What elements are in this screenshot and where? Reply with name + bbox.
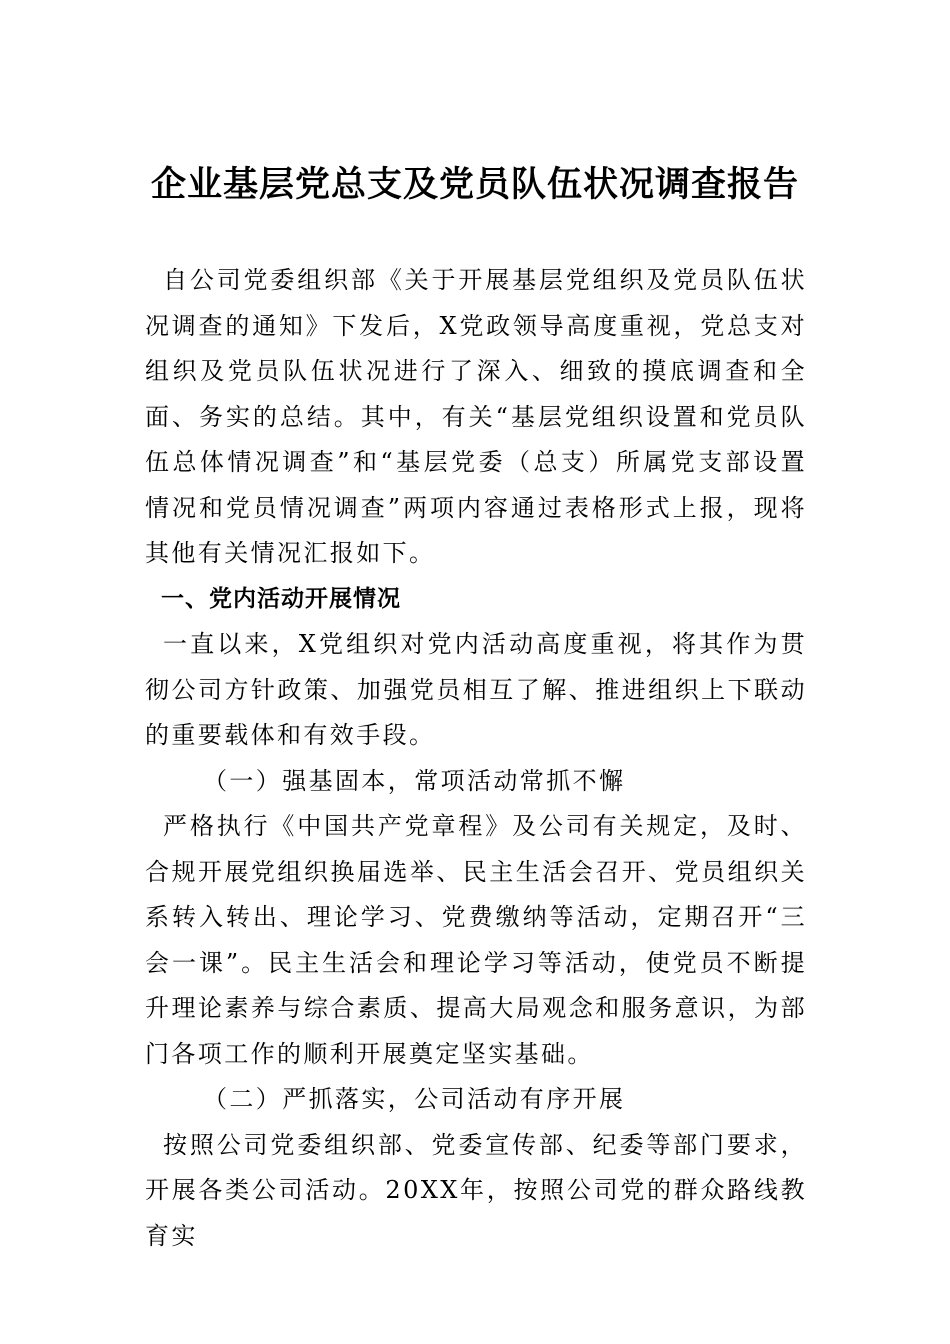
subsection-heading-2: （二）严抓落实，公司活动有序开展 xyxy=(203,1085,626,1113)
intro-paragraph: 自公司党委组织部《关于开展基层党组织及党员队伍状况调查的通知》下发后，X党政领导高度重视，党总支对组织及党员队伍状况进行了深入、细致的摸底调查和全面、务实的总结。其中，有关“基层党组织设置和党员队伍总体情况调查”和“基层党委（总支）所属党支部设置情况和党员情况调查”两项内容通过表格形式上报，现将其他有关情况汇报如下。 xyxy=(145,266,807,567)
document-body xyxy=(145,258,807,1259)
subsection-paragraph-2: 按照公司党委组织部、党委宣传部、纪委等部门要求，开展各类公司活动。20XX年，按照公司党的群众路线教育实 xyxy=(145,1130,807,1250)
section-heading-party-activities: 一、党内活动开展情况 xyxy=(161,585,401,612)
subsection-heading-1: （一）强基固本，常项活动常抓不懈 xyxy=(203,766,626,795)
subsection-paragraph-1: 严格执行《中国共产党章程》及公司有关规定，及时、合规开展党组织换届选举、民主生活会召开、党员组织关系转入转出、理论学习、党费缴纳等活动，定期召开“三会一课”。民主生活会和理论学习等活动，使党员不断提升理论素养与综合素质、提高大局观念和服务意识，为部门各项工作的顺利开展奠定坚实基础。 xyxy=(145,812,807,1068)
section-paragraph-party-activities: 一直以来，X党组织对党内活动高度重视，将其作为贯彻公司方针政策、加强党员相互了解、推进组织上下联动的重要载体和有效手段。 xyxy=(145,630,807,749)
document-title: 企业基层党总支及党员队伍状况调查报告 xyxy=(150,164,799,205)
